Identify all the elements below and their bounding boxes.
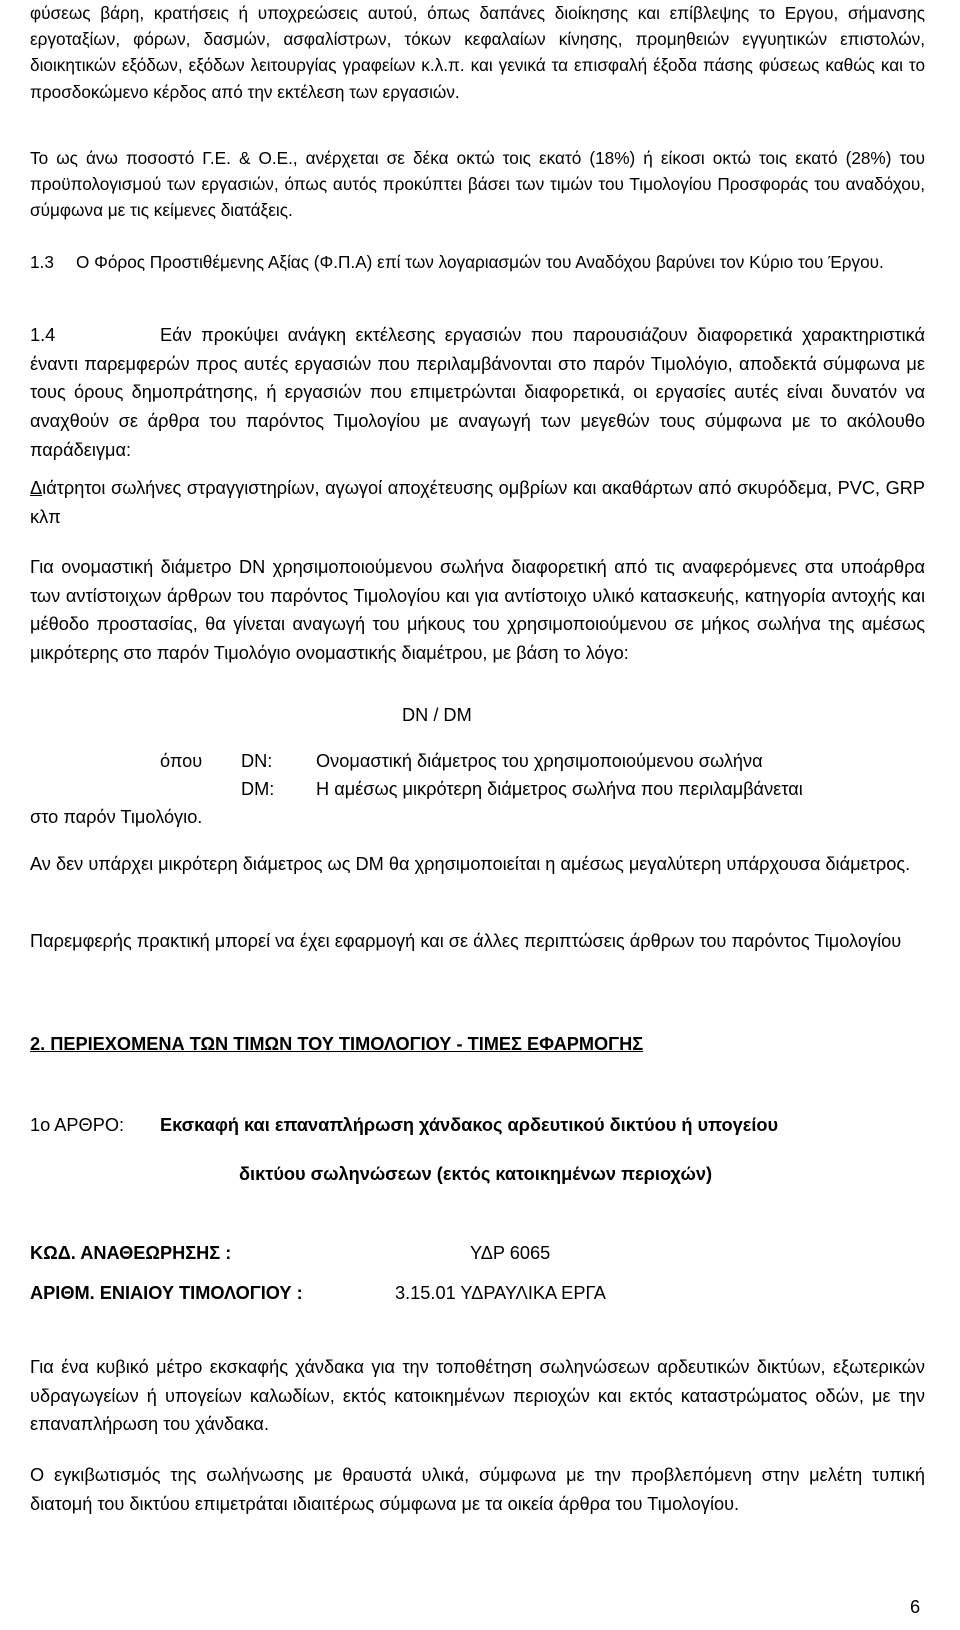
diameter-paragraph: Για ονομαστική διάμετρο DN χρησιμοποιούμενου σωλήνα διαφορετική από τις αναφερόμενες στα υποάρθρα των αντίστοιχων άρθρων του παρόντος Τιμολογίου και για αντίστοιχο υλικό κατασκευής, κατηγορία αντοχής και μέθοδο προστασίας, θα γίνεται αναγωγή του μήκους του χρησιμοποιούμενου σε μήκος σωλήνα της αμέσως μικρότερης στο παρόν Τιμολόγιο ονομαστικής διαμέτρου, με βάση το λόγο: [30,557,925,664]
code-revision-label: ΚΩΔ. ΑΝΑΘΕΩΡΗΣΗΣ : [30,1243,232,1263]
clause-text: Ο Φόρος Προστιθέμενης Αξίας (Φ.Π.Α) επί των λογαριασμών του Αναδόχου βαρύνει τον Κύριο του Έργου. [76,252,884,272]
section-title: 2. ΠΕΡΙΕΧΟΜΕΝΑ ΤΩΝ ΤΙΜΩΝ ΤΟΥ ΤΙΜΟΛΟΓΙΟΥ - ΤΙΜΕΣ ΕΦΑΡΜΟΓΗΣ [30,1034,644,1054]
where-label: όπου [160,751,203,771]
dm-definition-continuation: στο παρόν Τιμολόγιο. [30,807,203,827]
example-heading [30,474,925,531]
clause-1-3 [30,249,925,275]
example-heading-initial: Δ [30,478,43,498]
no-smaller-diameter-paragraph: Αν δεν υπάρχει μικρότερη διάμετρος ως DM θα χρησιμοποιείται η αμέσως μεγαλύτερη υπάρχουσα διάμετρος. [30,854,911,874]
clause-1-4 [30,321,925,465]
unified-number-value: 3.15.01 ΥΔΡΑΥΛΙΚΑ ΕΡΓΑ [395,1283,606,1303]
dn-definition: Ονομαστική διάμετρος του χρησιμοποιούμενου σωλήνα [316,751,763,771]
article-title-line1: Εκσκαφή και επαναπλήρωση χάνδακος αρδευτικού δικτύου ή υπογείου [160,1115,779,1135]
dm-label: DM: [241,779,275,799]
unified-number-label: ΑΡΙΘΜ. ΕΝΙΑΙΟΥ ΤΙΜΟΛΟΓΙΟΥ : [30,1283,303,1303]
cubic-meter-description: Για ένα κυβικό μέτρο εκσκαφής χάνδακα για την τοποθέτηση σωληνώσεων αρδευτικών δικτύων, εξωτερικών υδραγωγείων ή υπογείων καλωδίων, εκτός κατοικημένων περιοχών και εκτός καταστρώματος οδών, με την επαναπλήρωση του χάνδακα. [30,1357,925,1435]
article-title-line2: δικτύου σωληνώσεων (εκτός κατοικημένων περιοχών) [239,1164,713,1184]
dm-definition: Η αμέσως μικρότερη διάμετρος σωλήνα που περιλαμβάνεται [316,779,803,799]
example-heading-text: ιάτρητοι σωλήνες στραγγιστηρίων, αγωγοί αποχέτευσης ομβρίων και ακαθάρτων από σκυρόδεμα, PVC, GRP κλπ [30,478,925,527]
embedding-paragraph: Ο εγκιβωτισμός της σωλήνωσης με θραυστά υλικά, σύμφωνα με την προβλεπόμενη στην μελέτη τυπική διατομή του δικτύου επιμετράται ιδιαιτέρως σύμφωνα με τα οικεία άρθρα του Τιμολογίου. [30,1465,925,1514]
code-revision-value: ΥΔΡ 6065 [470,1243,551,1263]
intro-paragraph: φύσεως βάρη, κρατήσεις ή υποχρεώσεις αυτού, όπως δαπάνες διοίκησης και επίβλεψης το Εργου, σήμανσης εργοταξίων, φόρων, δασμών, ασφαλίστρων, τόκων κεφαλαίων κίνησης, προμηθειών εγγυητικών επιστολών, διοικητικών εξόδων, εξόδων λειτουργίας γραφείων κ.λ.π. και γενικά τα επισφαλή έξοδα πάσης φύσεως καθώς και το προσδοκώμενο κέρδος από την εκτέλεση των εργασιών. [30,3,925,102]
clause-number: 1.4 [30,325,56,345]
ratio-formula: DN / DM [402,705,472,725]
clause-text: Εάν προκύψει ανάγκη εκτέλεσης εργασιών που παρουσιάζουν διαφορετικά χαρακτηριστικά έναντι παρεμφερών προς αυτές εργασιών που περιλαμβάνονται στο παρόν Τιμολόγιο, αποδεκτά σύμφωνα με τους όρους δημοπράτησης, ή εργασιών που επιμετρώνται διαφορετικά, οι εργασίες αυτές είναι δυνατόν να αναχθούν σε άρθρα του παρόντος Τιμολογίου με αναγωγή των μεγεθών τους σύμφωνα με το ακόλουθο παράδειγμα: [30,325,925,460]
overhead-percent-paragraph: Το ως άνω ποσοστό Γ.Ε. & Ο.Ε., ανέρχεται σε δέκα οκτώ τοις εκατό (18%) ή είκοσι οκτώ τοις εκατό (28%) του προϋπολογισμού των εργασιών, όπως αυτός προκύπτει βάσει των τιμών του Τιμολογίου Προσφοράς του αναδόχου, σύμφωνα με τις κείμενες διατάξεις. [30,148,925,221]
similar-practice-paragraph: Παρεμφερής πρακτική μπορεί να έχει εφαρμογή και σε άλλες περιπτώσεις άρθρων του παρόντος Τιμολογίου [30,931,902,951]
dn-label: DN: [241,751,273,771]
page-number: 6 [910,1597,921,1617]
article-label: 1ο ΑΡΘΡΟ: [30,1115,125,1135]
clause-number: 1.3 [30,252,54,272]
